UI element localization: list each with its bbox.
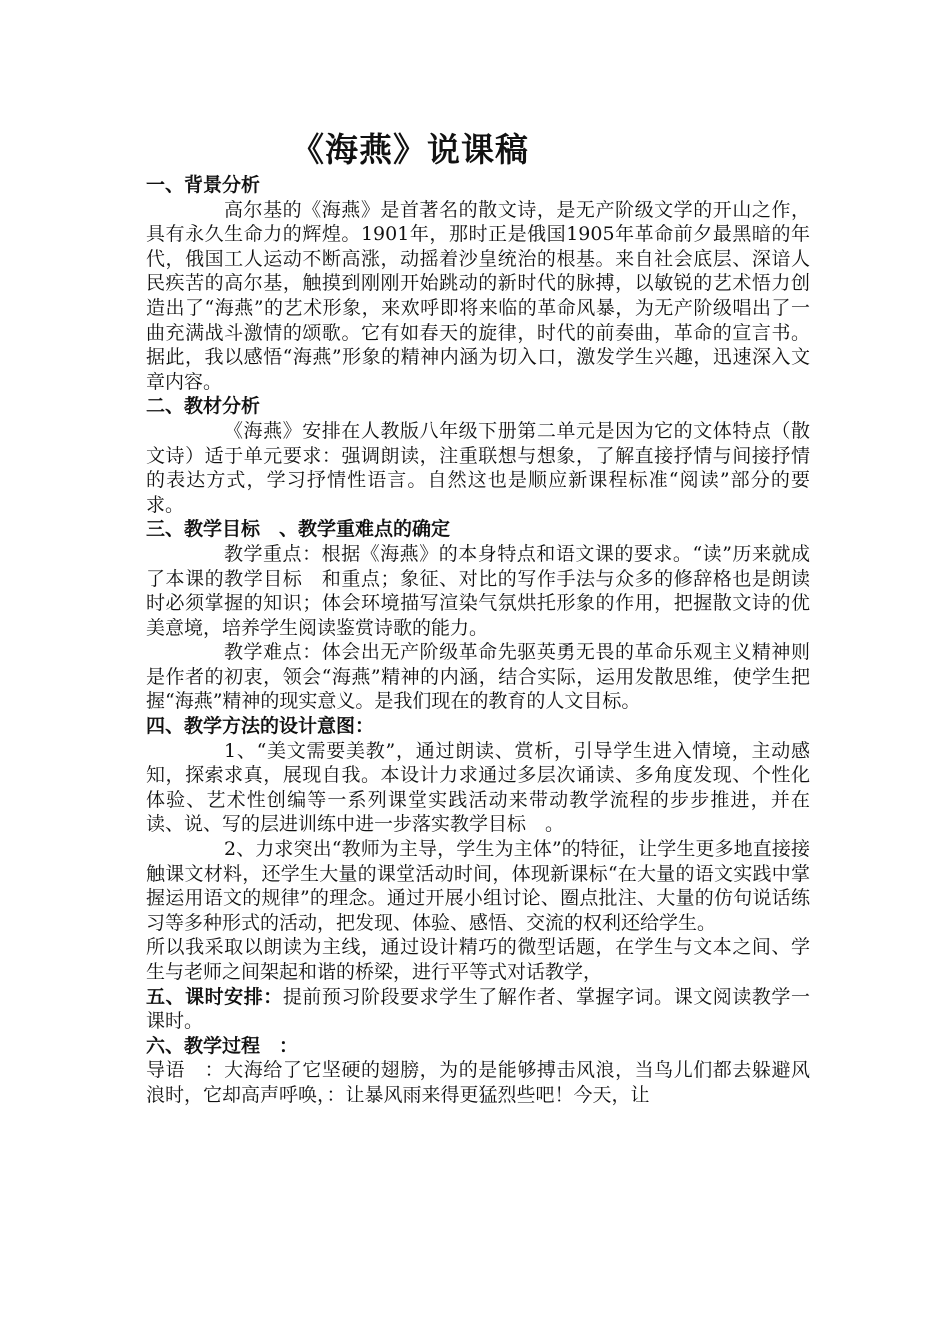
process-intro: 导语 ：大海给了它坚硬的翅膀，为的是能够搏击风浪，当鸟儿们都去躲避风浪时，它却高声呼唤，：让暴风雨来得更猛烈些吧！今天，让 [146, 1059, 810, 1106]
document-body [146, 173, 810, 1108]
method-item-1: 1、“美文需要美教”，通过朗读、赏析，引导学生进入情境，主动感知，探索求真，展现自我。本设计力求通过多层次诵读、多角度发现、个性化体验、艺术性创编等一系列课堂实践活动来带动教学流程的步步推进，并在读、说、写的层进训练中进一步落实教学目标 。 [146, 739, 810, 836]
material-paragraph: 《海燕》安排在人教版八年级下册第二单元是因为它的文体特点（散文诗）适于单元要求：强调朗读，注重联想与想象，了解直接抒情与间接抒情的表达方式，学习抒情性语言。自然这也是顺应新课程标准“阅读”部分的要求。 [146, 419, 810, 516]
method-summary: 所以我采取以朗读为主线，通过设计精巧的微型话题，在学生与文本之间、学生与老师之间架起和谐的桥梁，进行平等式对话教学， [146, 936, 810, 983]
difficult-point-paragraph: 教学难点：体会出无产阶级革命先驱英勇无畏的革命乐观主义精神则是作者的初衷，领会“海燕”精神的内涵，结合实际，运用发散思维，使学生把握“海燕”精神的现实意义。是我们现在的教育的人文目标。 [146, 641, 810, 713]
section-heading-background: 一、背景分析 [146, 174, 261, 196]
document-title: 《海燕》说课稿 [291, 130, 529, 169]
schedule-text: 提前预习阶段要求学生了解作者、掌握字词。课文阅读教学一课时。 [146, 985, 810, 1033]
section-heading-methods: 四、教学方法的设计意图： [146, 715, 375, 738]
section-heading-goals: 三、教学目标 、教学重难点的确定 [146, 518, 451, 541]
method-item-2: 2、力求突出“教师为主导，学生为主体”的特征，让学生更多地直接接触课文材料，还学生大量的课堂活动时间，体现新课标“在大量的语文实践中掌握运用语文的规律”的理念。通过开展小组讨论、圈点批注、大量的仿句说话练习等多种形式的活动，把发现、体验、感悟、交流的权利还给学生。 [146, 838, 810, 934]
section-heading-schedule: 五、课时安排： [146, 985, 283, 1008]
key-point-paragraph: 教学重点：根据《海燕》的本身特点和语文课的要求。“读”历来就成了本课的教学目标 和重点；象征、对比的写作手法与众多的修辞格也是朗读时必须掌握的知识；体会环境描写渲染气氛烘托形象的作用，把握散文诗的优美意境，培养学生阅读鉴赏诗歌的能力。 [146, 542, 810, 639]
background-paragraph: 高尔基的《海燕》是首著名的散文诗，是无产阶级文学的开山之作，具有永久生命力的辉煌。1901年，那时正是俄国1905年革命前夕最黑暗的年代，俄国工人运动不断高涨，动摇着沙皇统治的根基。来自社会底层、深谙人民疾苦的高尔基，触摸到刚刚开始跳动的新时代的脉搏，以敏锐的艺术悟力创造出了“海燕”的艺术形象，来欢呼即将来临的革命风暴，为无产阶级唱出了一曲充满战斗激情的颂歌。它有如春天的旋律，时代的前奏曲，革命的宣言书。据此，我以感悟“海燕”形象的精神内涵为切入口，激发学生兴趣，迅速深入文章内容。 [146, 198, 810, 393]
section-heading-process: 六、教学过程 ： [146, 1034, 299, 1057]
schedule-paragraph [146, 985, 810, 1034]
section-heading-material: 二、教材分析 [146, 395, 261, 418]
